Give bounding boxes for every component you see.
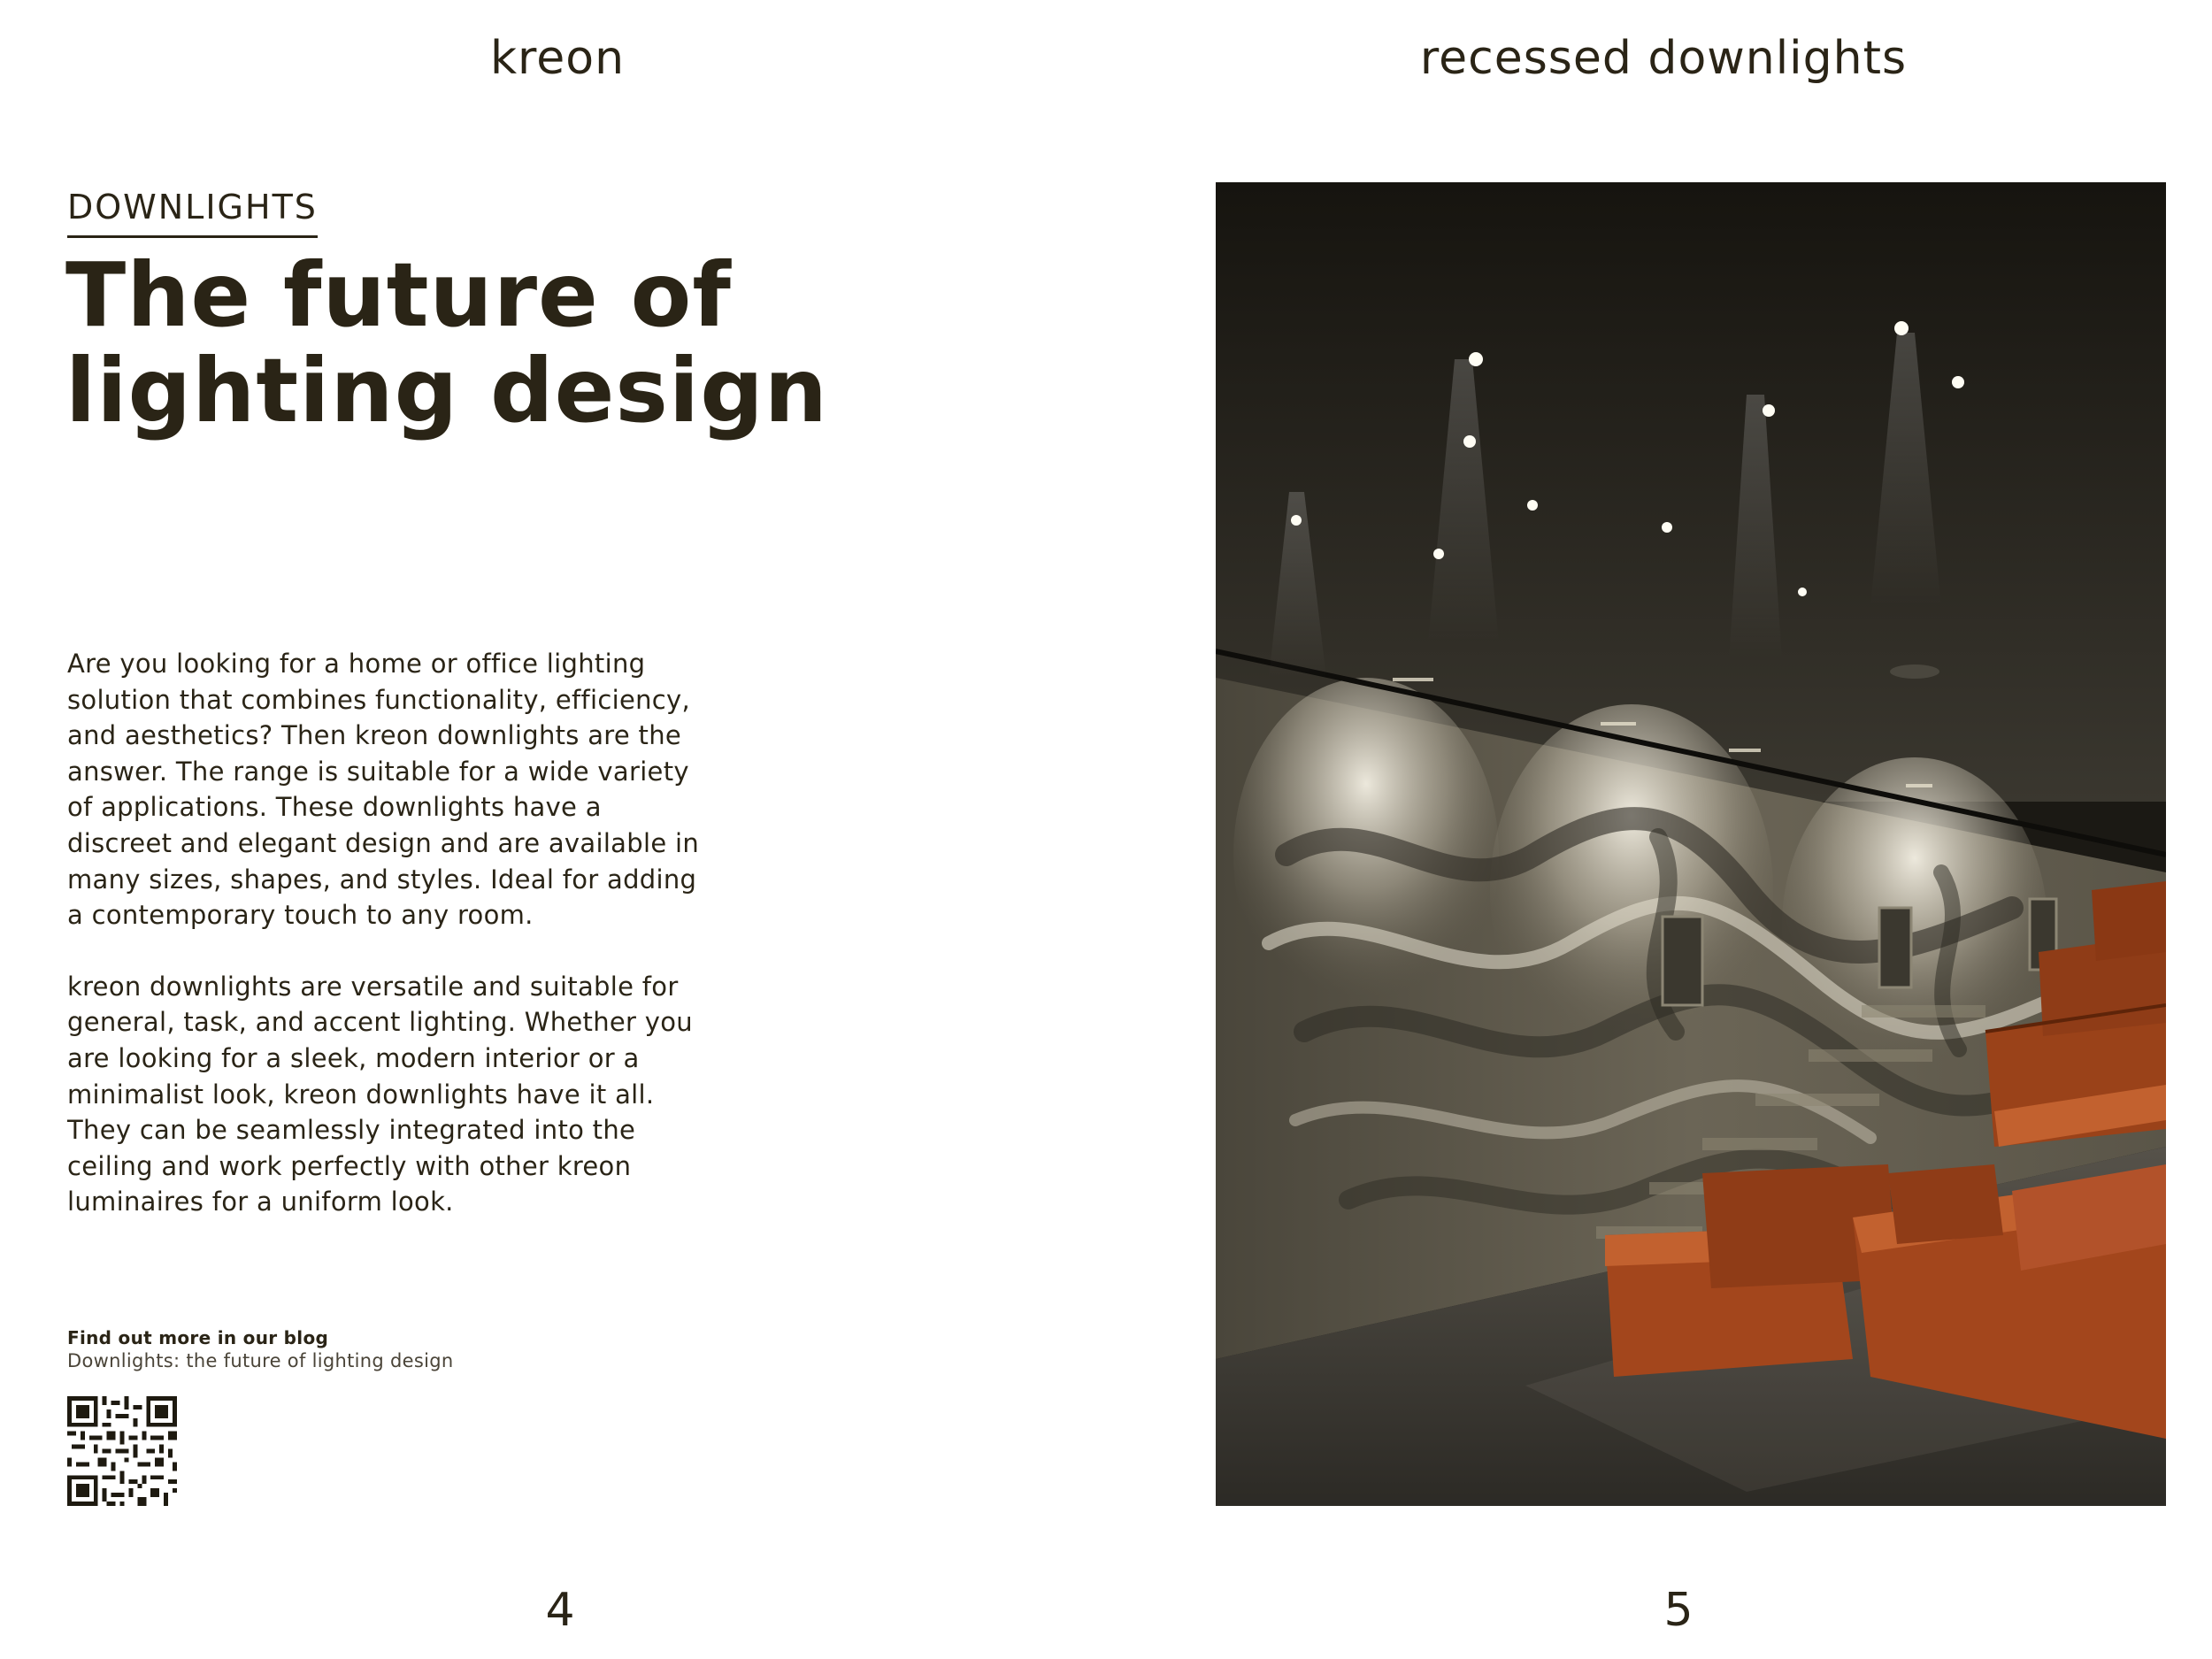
- paragraph-1: Are you looking for a home or office lighting solution that combines functionality, efficiency, and aesthetics? Then kreon downlights are the answer. The range is suitable for a wide variety of applications. These downlights have a discreet and elegant design and are available in many sizes, shapes, and styles. Ideal for adding a contemporary touch to any room.: [67, 649, 700, 931]
- paragraph-2: kreon downlights are versatile and suitable for general, task, and accent lighting. Whether you are looking for a sleek, modern interior or a minimalist look, kreon downlights have it all. They can be seamlessly integrated into the ceiling and work perfectly with other kreon luminaires for a uniform look.: [67, 971, 693, 1217]
- category-kicker: DOWNLIGHTS: [67, 186, 318, 238]
- headline-line-1: The future of: [65, 243, 732, 347]
- downlight: [1463, 435, 1476, 448]
- blog-link[interactable]: Downlights: the future of lighting design: [67, 1350, 454, 1371]
- home-cinema-photo: [1216, 182, 2166, 1506]
- qr-code-icon[interactable]: [67, 1396, 177, 1506]
- downlight: [1433, 549, 1444, 559]
- page-number-right: 5: [1663, 1584, 1694, 1637]
- downlight: [1952, 376, 1964, 388]
- page-number-left: 4: [545, 1584, 575, 1637]
- brand-name: kreon: [489, 32, 626, 85]
- headline-line-2: lighting design: [65, 339, 828, 442]
- downlight: [1894, 321, 1909, 335]
- downlight: [1798, 588, 1807, 596]
- blog-title: Find out more in our blog: [67, 1327, 329, 1348]
- downlight: [1763, 404, 1775, 417]
- downlight: [1662, 522, 1672, 533]
- section-title: recessed downlights: [1419, 32, 1908, 85]
- downlight: [1291, 515, 1302, 526]
- downlight: [1469, 352, 1483, 366]
- headline: [65, 243, 862, 442]
- article-body: [67, 646, 704, 1256]
- downlight: [1527, 500, 1538, 511]
